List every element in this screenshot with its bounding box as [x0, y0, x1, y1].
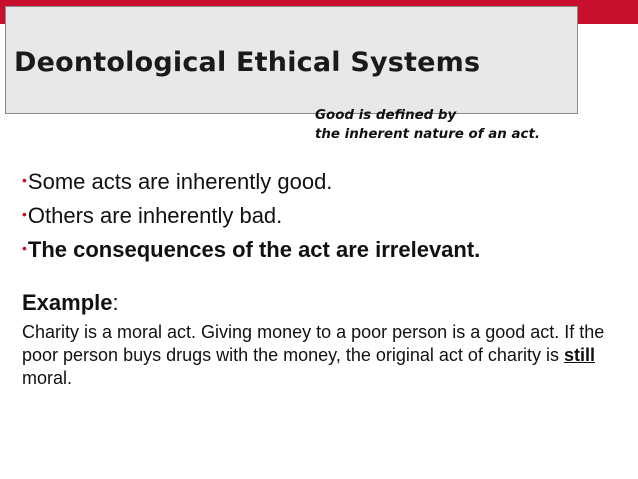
bullet-text: The consequences of the act are irrelevant.: [27, 237, 481, 262]
example-label: Example: [22, 290, 113, 315]
bullet-item: [22, 164, 480, 198]
title-box: [5, 6, 578, 114]
bullet-text: Some acts are inherently good.: [27, 169, 333, 194]
bullet-text: Others are inherently bad.: [27, 203, 283, 228]
bullet-marker-icon: •: [22, 172, 27, 188]
bullet-item: [22, 232, 480, 266]
bullet-item: [22, 198, 480, 232]
example-emphasis: still: [563, 345, 595, 365]
slide-title: Deontological Ethical Systems: [14, 47, 481, 78]
bullet-marker-icon: •: [22, 206, 27, 222]
example-colon: :: [112, 290, 119, 315]
bullet-marker-icon: •: [22, 240, 27, 256]
example-body: [22, 321, 622, 390]
example-text: Charity is a moral act. Giving money to a poor person is a good act. If the poor person buys drugs with the money, the original act of charity is: [22, 322, 605, 365]
slide-subtitle: [315, 106, 540, 144]
subtitle-line-2: the inherent nature of an act.: [315, 127, 540, 142]
example-heading: [22, 290, 119, 316]
example-text-end: moral.: [22, 368, 73, 388]
subtitle-line-1: Good is defined by: [315, 108, 457, 123]
bullet-list: [22, 164, 480, 266]
